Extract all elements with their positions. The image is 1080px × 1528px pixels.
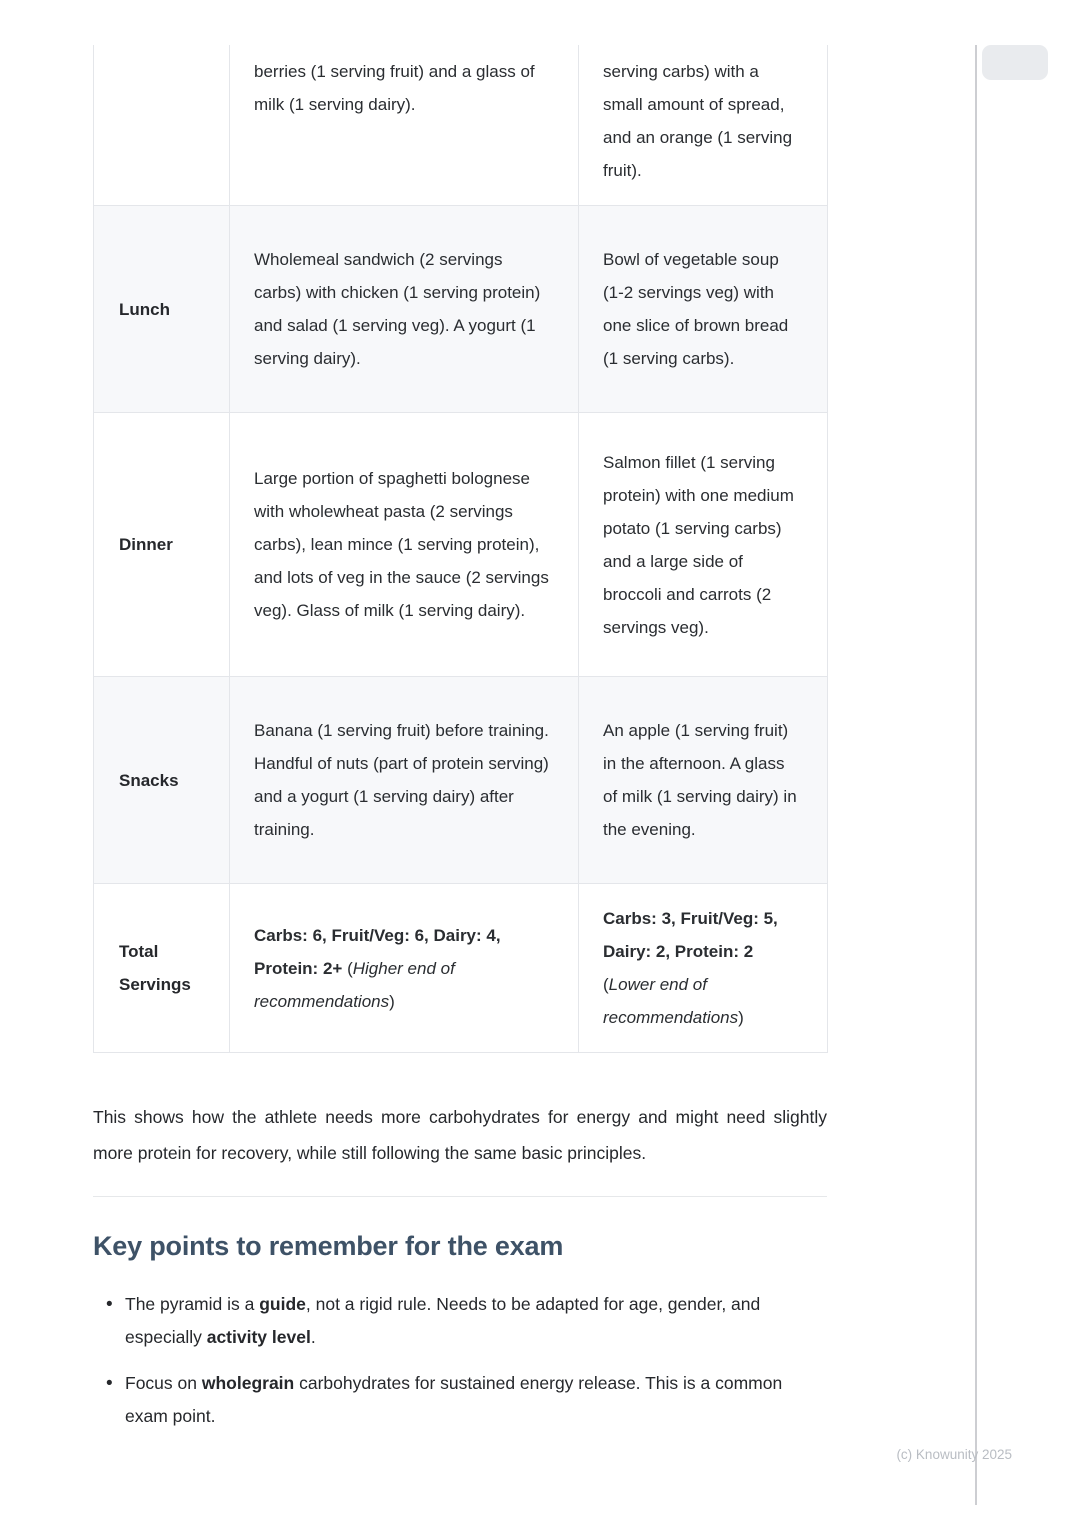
standard-meal-cell: serving carbs) with a small amount of spread, and an orange (1 serving fruit). <box>579 45 828 206</box>
table-row-lunch <box>94 206 828 413</box>
table-row-total-servings <box>94 884 828 1053</box>
row-label: Lunch <box>94 206 230 413</box>
list-item <box>93 1288 827 1354</box>
athlete-meal-cell: berries (1 serving fruit) and a glass of milk (1 serving dairy). <box>230 45 579 206</box>
section-heading: Key points to remember for the exam <box>93 1231 564 1261</box>
section-divider <box>93 1196 827 1197</box>
summary-paragraph: This shows how the athlete needs more carbohydrates for energy and might need slightly more protein for recovery, while still following the same basic principles. <box>93 1107 827 1163</box>
list-item-text: The pyramid is a guide, not a rigid rule. Needs to be adapted for age, gender, and especially activity level. <box>125 1294 761 1347</box>
athlete-total-cell: Carbs: 6, Fruit/Veg: 6, Dairy: 4, Protein: 2+ (Higher end of recommendations) <box>230 884 579 1053</box>
row-label <box>94 45 230 206</box>
athlete-meal-cell: Large portion of spaghetti bolognese with wholewheat pasta (2 servings carbs), lean mince (1 serving protein), and lots of veg in the sauce (2 servings veg). Glass of milk (1 serving dairy). <box>230 413 579 677</box>
athlete-meal-cell: Banana (1 serving fruit) before training. Handful of nuts (part of protein serving) and a yogurt (1 serving dairy) after training. <box>230 677 579 884</box>
list-item-text: Focus on wholegrain carbohydrates for sustained energy release. This is a common exam point. <box>125 1373 783 1426</box>
standard-meal-cell: Salmon fillet (1 serving protein) with one medium potato (1 serving carbs) and a large side of broccoli and carrots (2 servings veg). <box>579 413 828 677</box>
bullet-icon: • <box>106 1373 113 1394</box>
scrollbar-thumb[interactable] <box>982 45 1048 80</box>
scrollbar-track[interactable] <box>975 45 977 1505</box>
key-points-list <box>93 1288 827 1433</box>
row-label: Snacks <box>94 677 230 884</box>
table-row-dinner <box>94 413 828 677</box>
standard-meal-cell: Bowl of vegetable soup (1-2 servings veg) with one slice of brown bread (1 serving carbs). <box>579 206 828 413</box>
table-row-breakfast-cut <box>94 45 828 206</box>
meal-plan-table <box>93 45 828 1053</box>
standard-meal-cell: An apple (1 serving fruit) in the afternoon. A glass of milk (1 serving dairy) in the evening. <box>579 677 828 884</box>
list-item <box>93 1367 827 1433</box>
bullet-icon: • <box>106 1294 113 1315</box>
row-label: Total Servings <box>94 884 230 1053</box>
row-label: Dinner <box>94 413 230 677</box>
table-row-snacks <box>94 677 828 884</box>
athlete-meal-cell: Wholemeal sandwich (2 servings carbs) with chicken (1 serving protein) and salad (1 serving veg). A yogurt (1 serving dairy). <box>230 206 579 413</box>
standard-total-cell: Carbs: 3, Fruit/Veg: 5, Dairy: 2, Protein: 2 (Lower end of recommendations) <box>579 884 828 1053</box>
document-content <box>93 0 827 1446</box>
copyright-watermark: (c) Knowunity 2025 <box>896 1447 1012 1462</box>
